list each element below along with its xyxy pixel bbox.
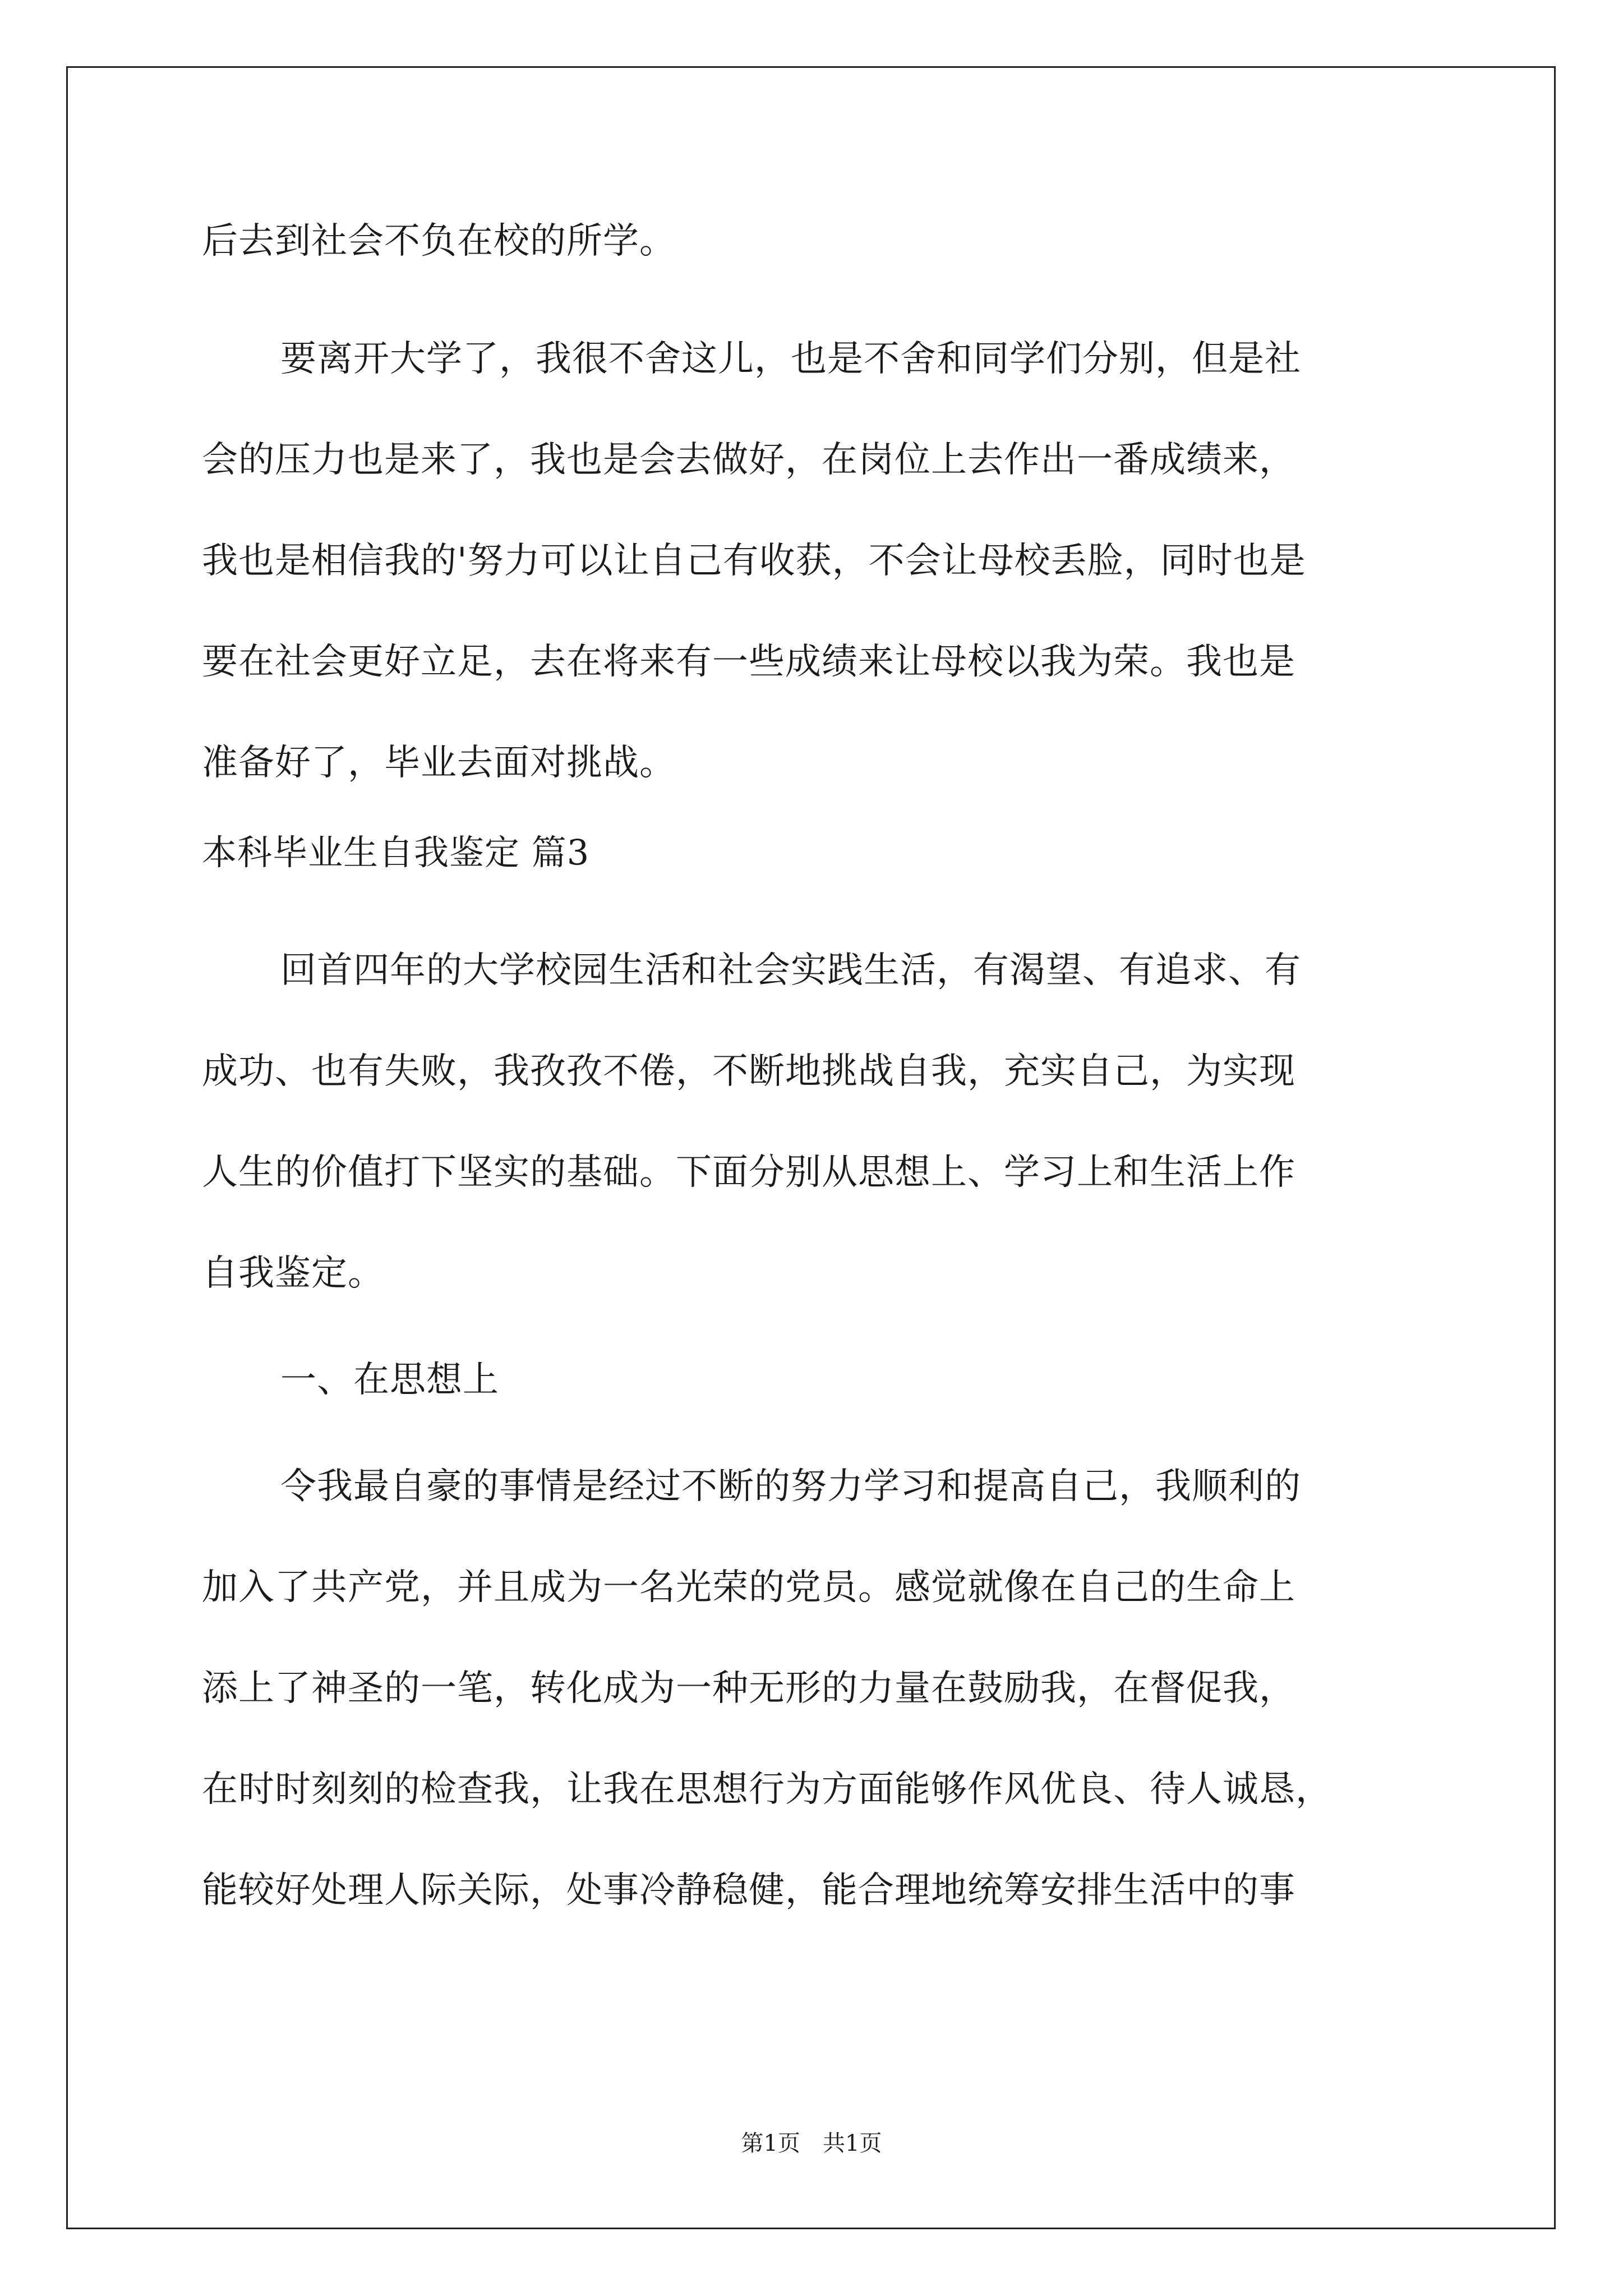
text-line: 会的压力也是来了，我也是会去做好，在岗位上去作出一番成绩来， <box>202 439 1295 481</box>
text-line: 人生的价值打下坚实的基础。下面分别从思想上、学习上和生活上作 <box>202 1152 1295 1193</box>
subsection-heading: 一、在思想上 <box>280 1359 499 1401</box>
text-line: 添上了神圣的一笔，转化成为一种无形的力量在鼓励我，在督促我， <box>202 1668 1295 1709</box>
text-line: 我也是相信我的'努力可以让自己有收获，不会让母校丢脸，同时也是 <box>202 540 1306 582</box>
text-line: 加入了共产党，并且成为一名光荣的党员。感觉就像在自己的生命上 <box>202 1567 1295 1608</box>
text-line: 准备好了，毕业去面对挑战。 <box>202 742 676 784</box>
page-number-footer: 第1页 共1页 <box>741 2131 882 2156</box>
text-line: 成功、也有失败，我孜孜不倦，不断地挑战自我，充实自己，为实现 <box>202 1051 1295 1092</box>
text-line: 后去到社会不负在校的所学。 <box>202 220 676 262</box>
paragraph-first-line: 要离开大学了，我很不舍这儿，也是不舍和同学们分别，但是社 <box>280 338 1301 380</box>
section-heading: 本科毕业生自我鉴定 篇3 <box>202 832 590 873</box>
paragraph-first-line: 回首四年的大学校园生活和社会实践生活，有渴望、有追求、有 <box>280 950 1301 991</box>
text-line: 要在社会更好立足，去在将来有一些成绩来让母校以我为荣。我也是 <box>202 641 1295 683</box>
text-line: 能较好处理人际关际，处事冷静稳健，能合理地统筹安排生活中的事 <box>202 1870 1295 1911</box>
text-line: 在时时刻刻的检查我，让我在思想行为方面能够作风优良、待人诚恳， <box>202 1769 1332 1810</box>
paragraph-first-line: 令我最自豪的事情是经过不断的努力学习和提高自己，我顺利的 <box>280 1466 1301 1507</box>
text-line: 自我鉴定。 <box>202 1253 384 1294</box>
